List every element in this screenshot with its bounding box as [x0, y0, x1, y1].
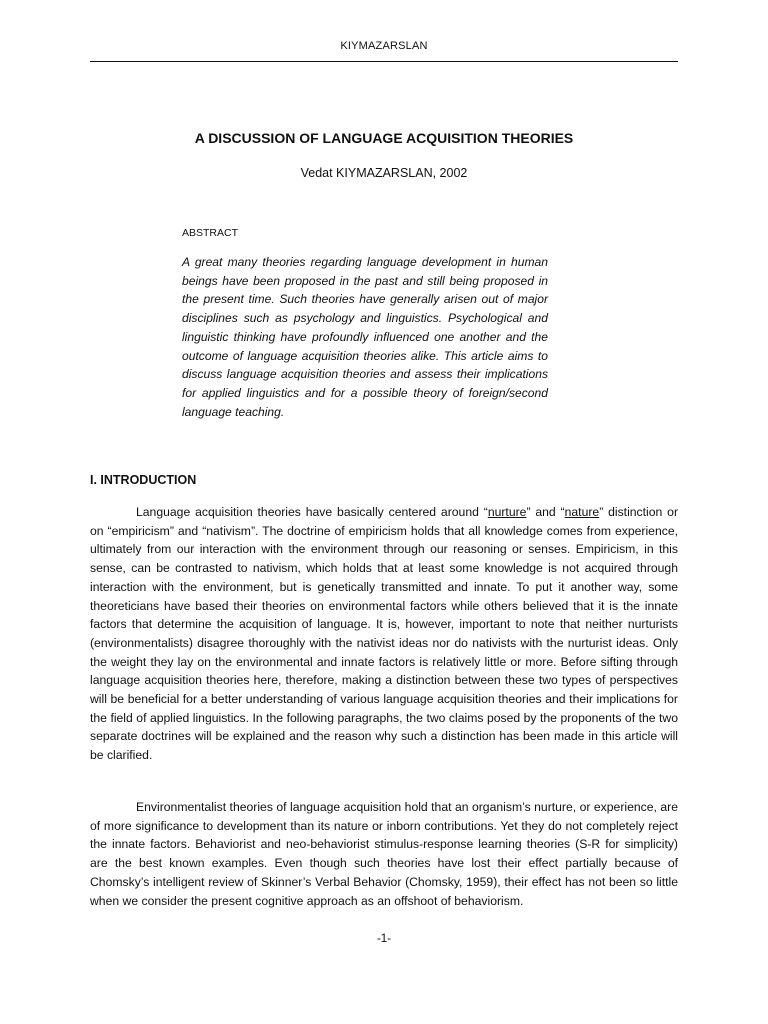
header-rule — [90, 61, 678, 62]
abstract-label: ABSTRACT — [182, 227, 239, 239]
p1-text-rest: ” distinction or on “empiricism” and “nativism”. The doctrine of empiricism holds that all knowledge comes from experience, ultimately from our interaction with the environment through our reasoning or senses. Empiricism, in this sense, can be contrasted to nativism, which holds that at least some knowledge is not acquired through interaction with the environment, but is genetically transmitted and innate. To put it another way, some theoreticians have based their theories on environmental factors while others believed that it is the innate factors that determine the acquisition of language. It is, however, important to note that neither nurturists (environmentalists) disagree thoroughly with the nativist ideas nor do nativists with the nurturist ideas. Only the weight they lay on the environmental and innate factors is relatively little or more. Before sifting through language acquisition theories here, therefore, making a distinction between these two types of perspectives will be beneficial for a better understanding of various language acquisition theories and their implications for the field of applied linguistics. In the following paragraphs, the two claims posed by the proponents of the two separate doctrines will be explained and the reason why such a distinction has been made in this article will be clarified. — [90, 505, 678, 763]
term-nature: nature — [564, 505, 600, 519]
introduction-paragraph-2: Environmentalist theories of language acquisition hold that an organism’s nurture, or experience, are of more significance to development than its nature or inborn contributions. Yet they do not completely reject the innate factors. Behaviorist and neo-behaviorist stimulus-response learning theories (S-R for simplicity) are the best known examples. Even though such theories have lost their effect partially because of Chomsky’s intelligent review of Skinner’s Verbal Behavior (Chomsky, 1959), their effect has not been so little when we consider the present cognitive approach as an offshoot of behaviorism. — [90, 800, 678, 908]
section-heading: I. INTRODUCTION — [90, 473, 197, 487]
page-number: -1- — [376, 933, 392, 945]
term-nurture: nurture — [487, 505, 527, 519]
abstract-text: A great many theories regarding language development in human beings have been proposed in the past and still being proposed in the present time. Such theories have generally arisen out of major disciplines such as psychology and linguistics. Psychological and linguistic thinking have profoundly influenced one another and the outcome of language acquisition theories alike. This article aims to discuss language acquisition theories and assess their implications for applied linguistics and for a possible theory of foreign/second language teaching. — [182, 255, 548, 419]
p1-text-mid: ” and “ — [526, 505, 565, 519]
introduction-paragraph-1 — [90, 503, 678, 765]
running-header: KIYMAZARSLAN — [340, 40, 428, 52]
paper-title: A DISCUSSION OF LANGUAGE ACQUISITION THEORIES — [194, 130, 574, 146]
p1-text-start: Language acquisition theories have basically centered around “ — [136, 505, 488, 519]
author-line: Vedat KIYMAZARSLAN, 2002 — [300, 166, 468, 180]
